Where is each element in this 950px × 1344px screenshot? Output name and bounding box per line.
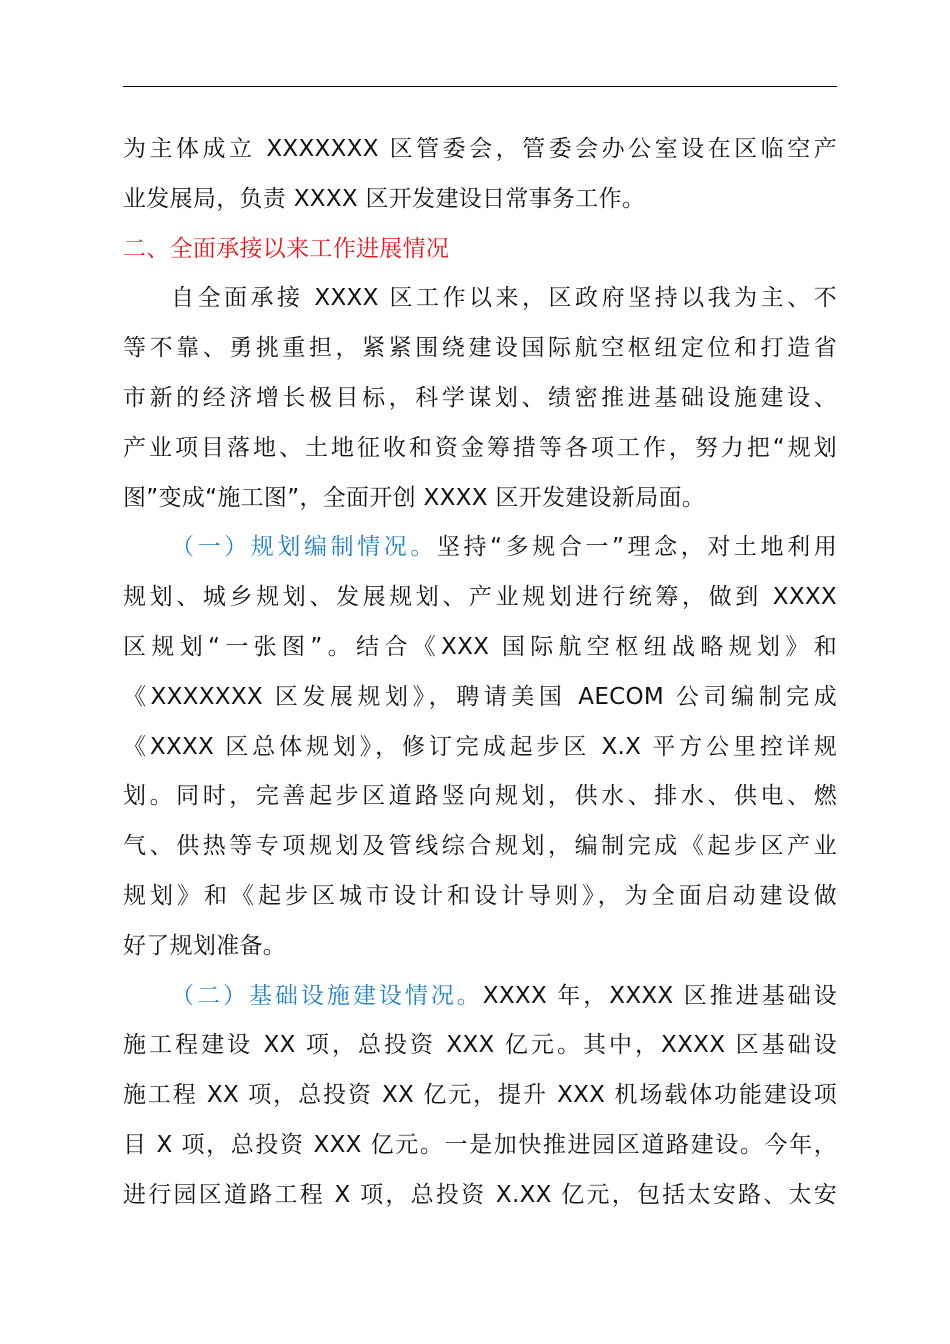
text-line: 规划》和《起步区城市设计和设计导则》，为全面启动建设做 [123,882,837,909]
text-line: 为主体成立 XXXXXXX 区管委会，管委会办公室设在区临空产 [123,136,837,162]
subsection-title-2: （二）基础设施建设情况。 [171,982,483,1009]
text-line: 等不靠、勇挑重担，紧紧围绕建设国际航空枢纽定位和打造省 [123,335,837,362]
text-line: 自全面承接 XXXX 区工作以来，区政府坚持以我为主、不 [171,285,837,312]
section-heading-2: 二、全面承接以来工作进展情况 [123,235,450,262]
paragraph-intro [123,125,837,225]
text-line [123,523,837,573]
text-line: 《XXXXXXX 区发展规划》，聘请美国 AECOM 公司编制完成 [123,683,837,710]
text-line: 规划、城乡规划、发展规划、产业规划进行统筹，做到 XXXX [123,584,837,611]
text-line: 划。同时，完善起步区道路竖向规划，供水、排水、供电、燃 [123,783,837,810]
header-rule [123,86,837,87]
text-line: 图”变成“施工图”，全面开创 XXXX 区开发建设新局面。 [123,484,706,511]
text-line: 气、供热等专项规划及管线综合规划，编制完成《起步区产业 [123,833,837,860]
text-line [123,972,837,1022]
text-line: 业发展局，负责 XXXX 区开发建设日常事务工作。 [123,185,646,212]
text-line: 好了规划准备。 [123,932,287,959]
document-body [123,125,837,1221]
text-line: 区规划“一张图”。结合《XXX 国际航空枢纽战略规划》和 [123,633,837,660]
text-line: 产业项目落地、土地征收和资金筹措等各项工作，努力把“规划 [123,434,837,461]
paragraph-overview [123,274,837,523]
paragraph-infrastructure [123,972,837,1221]
text-line: 《XXXX 区总体规划》，修订完成起步区 X.X 平方公里控详规 [123,733,837,760]
paragraph-planning [123,523,837,971]
text-line: 进行园区道路工程 X 项，总投资 X.XX 亿元，包括太安路、太安 [123,1181,837,1208]
subsection-title-1: （一）规划编制情况。 [171,534,437,561]
text-line: 施工程建设 XX 项，总投资 XXX 亿元。其中，XXXX 区基础设 [123,1032,837,1059]
text-fragment: 坚持“多规合一”理念，对土地利用 [436,534,837,561]
text-fragment: XXXX 年，XXXX 区推进基础设 [482,982,837,1009]
text-line: 施工程 XX 项，总投资 XX 亿元，提升 XXX 机场载体功能建设项 [123,1082,837,1109]
text-line: 目 X 项，总投资 XXX 亿元。一是加快推进园区道路建设。今年， [123,1131,837,1158]
text-line: 市新的经济增长极目标，科学谋划、绩密推进基础设施建设、 [123,384,837,411]
